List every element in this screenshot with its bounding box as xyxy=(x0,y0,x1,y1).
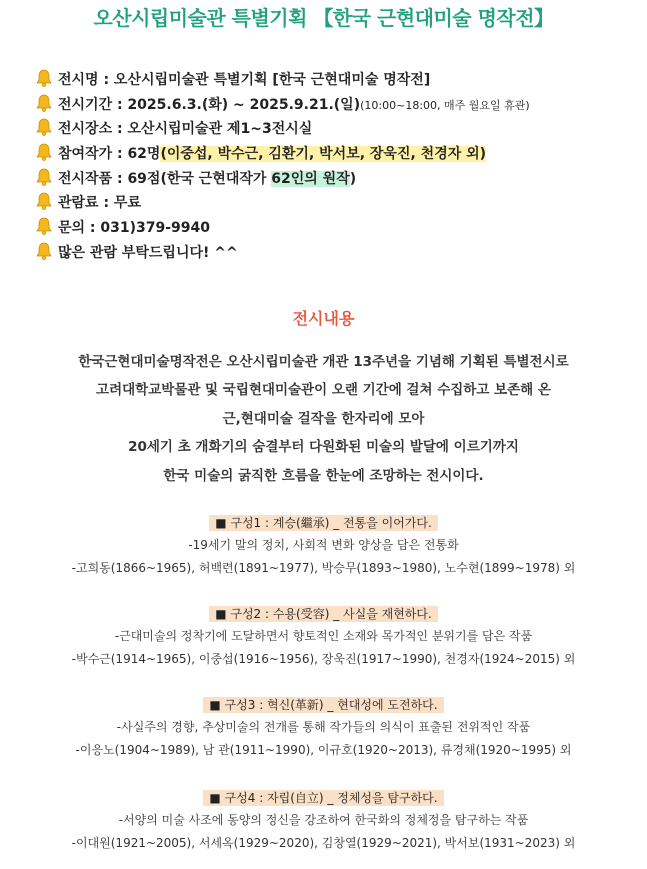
bell-icon xyxy=(36,69,52,87)
info-fee xyxy=(36,191,636,216)
info-contact-text: 문의 : 031)379-9940 xyxy=(58,220,211,237)
bell-icon xyxy=(36,168,52,186)
intro-paragraph xyxy=(0,348,647,490)
bell-icon xyxy=(36,118,52,136)
group-artists: -이응노(1904~1989), 남 관(1911~1990), 이규호(1920~2013), 류경채(1920~1995) 외 xyxy=(75,743,572,757)
info-works-suffix: ) xyxy=(349,170,357,187)
section-title: 전시내용 xyxy=(292,309,355,328)
intro-line: 20세기 초 개화기의 숨결부터 다원화된 미술의 발달에 이르기까지 xyxy=(128,439,519,456)
intro-line: 한국 미술의 굵직한 흐름을 한눈에 조망하는 전시이다. xyxy=(163,467,484,484)
info-venue xyxy=(36,117,636,142)
exhibition-info xyxy=(36,68,636,266)
info-period-text: 전시기간 : 2025.6.3.(화) ~ 2025.9.21.(일) xyxy=(58,96,361,113)
intro-line: 고려대학교박물관 및 국립현대미술관이 오랜 기간에 걸쳐 수집하고 보존해 온 xyxy=(96,382,551,399)
bell-icon xyxy=(36,143,52,161)
bell-icon xyxy=(36,242,52,260)
info-artists xyxy=(36,142,636,167)
group-heading: ■ 구성2 : 수용(受容) _ 사실을 재현하다. xyxy=(209,606,438,622)
group-3 xyxy=(0,694,647,762)
group-heading: ■ 구성1 : 계승(繼承) _ 전통을 이어가다. xyxy=(209,515,438,531)
page-title: 오산시립미술관 특별기획 【한국 근현대미술 명작전】 xyxy=(93,6,554,30)
group-2 xyxy=(0,603,647,671)
bell-icon xyxy=(36,192,52,210)
group-artists: -박수근(1914~1965), 이중섭(1916~1956), 장욱진(1917~1990), 천경자(1924~2015) 외 xyxy=(71,652,576,666)
group-4 xyxy=(0,787,647,855)
intro-line: 근,현대미술 걸작을 한자리에 모아 xyxy=(222,410,425,427)
info-contact xyxy=(36,216,636,241)
info-period-note: (10:00~18:00, 매주 월요일 휴관) xyxy=(360,98,530,112)
intro-line: 한국근현대미술명작전은 오산시립미술관 개관 13주년을 기념해 기획된 특별전시로 xyxy=(78,354,569,370)
bell-icon xyxy=(36,94,52,112)
info-name-text: 전시명 : 오산시립미술관 특별기획 [한국 근현대미술 명작전] xyxy=(58,72,431,88)
group-description: -서양의 미술 사조에 동양의 정신을 강조하여 한국화의 정체정을 탐구하는 작품 xyxy=(118,813,529,827)
info-works-text: 전시작품 : 69점(한국 근현대작가 xyxy=(58,170,272,187)
bell-icon xyxy=(36,217,52,235)
group-heading: ■ 구성4 : 자립(自立) _ 정체성을 탐구하다. xyxy=(203,790,443,806)
info-closing xyxy=(36,241,636,266)
group-description: -사실주의 경향, 추상미술의 전개를 통해 작가들의 의식이 표출된 전위적인 작품 xyxy=(116,720,531,734)
info-artists-highlight: (이중섭, 박수근, 김환기, 박서보, 장욱진, 천경자 외) xyxy=(160,146,487,163)
group-description: -19세기 말의 정치, 사회적 변화 양상을 담은 전통화 xyxy=(188,538,459,552)
info-works xyxy=(36,167,636,192)
group-1 xyxy=(0,512,647,580)
info-period xyxy=(36,93,636,118)
group-description: -근대미술의 정착기에 도달하면서 향토적인 소재와 목가적인 분위기를 담은 작품 xyxy=(114,629,533,643)
group-artists: -고희동(1866~1965), 허백련(1891~1977), 박승무(1893~1980), 노수현(1899~1978) 외 xyxy=(71,561,576,575)
info-works-highlight: 62인의 원작 xyxy=(271,170,350,187)
info-fee-text: 관람료 : 무료 xyxy=(58,195,141,212)
info-name xyxy=(36,68,636,93)
info-closing-text: 많은 관람 부탁드립니다! ^^ xyxy=(58,244,238,261)
group-artists: -이대원(1921~2005), 서세옥(1929~2020), 김창열(1929~2021), 박서보(1931~2023) 외 xyxy=(71,836,576,850)
info-venue-text: 전시장소 : 오산시립미술관 제1~3전시실 xyxy=(58,121,313,138)
group-heading: ■ 구성3 : 혁신(革新) _ 현대성에 도전하다. xyxy=(203,697,443,713)
info-artists-text: 참여작가 : 62명 xyxy=(58,146,161,163)
